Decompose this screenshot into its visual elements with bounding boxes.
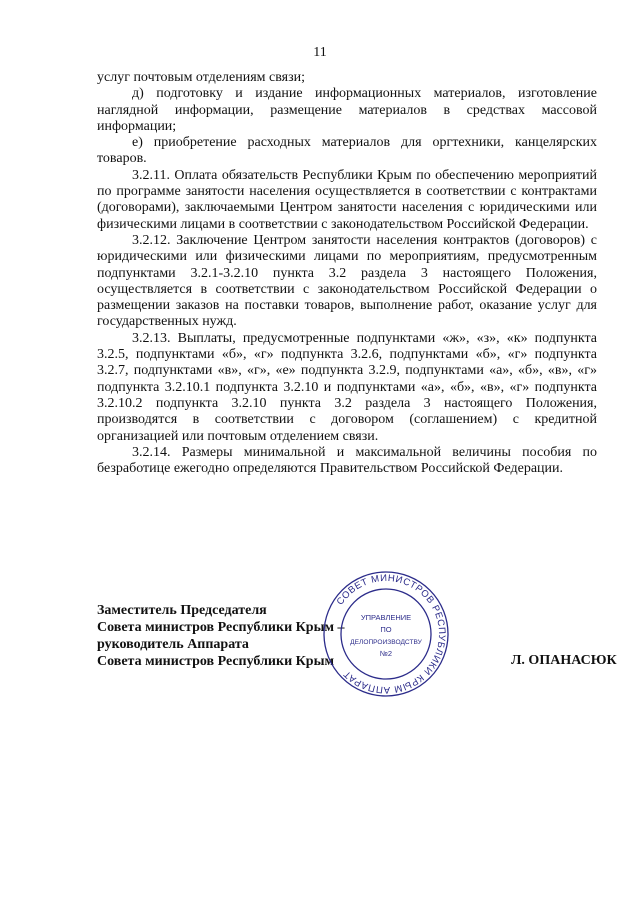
paragraph-item-d: д) подготовку и издание информационных материалов, изготовление наглядной информации, размещение материалов в средствах массовой информации; xyxy=(97,86,597,134)
signature-title-line: руководитель Аппарата xyxy=(97,637,249,652)
seal-inner-line: ПО xyxy=(380,625,392,634)
signature-title-line: Совета министров Республики Крым xyxy=(97,654,335,669)
seal-inner-line: ДЕЛОПРОИЗВОДСТВУ xyxy=(350,639,422,646)
page-number: 11 xyxy=(313,45,327,60)
signer-name: Л. ОПАНАСЮК xyxy=(511,653,617,668)
seal-inner-line: №2 xyxy=(379,649,393,658)
signature-title-line: Заместитель Председателя xyxy=(97,603,267,618)
signature-title-line: Совета министров Республики Крым – xyxy=(97,620,345,635)
paragraph-3-2-12: 3.2.12. Заключение Центром занятости населения контрактов (договоров) с юридическими или физическими лицами по мероприятиям, предусмотренным подпунктами 3.2.1-3.2.10 пункта 3.2 раздела 3 настоящего Положения, осуществляется в соответствии с законодательством Российской Федерации о размещении заказов на поставки товаров, выполнение работ, оказание услуг для государственных нужд. xyxy=(97,232,597,330)
seal-outer-text: СОВЕТ МИНИСТРОВ РЕСПУБЛИКИ КРЫМ АППАРАТ xyxy=(334,572,448,696)
paragraph-3-2-11: 3.2.11. Оплата обязательств Республики Крым по обеспечению мероприятий по программе занятости населения осуществляется в соответствии с контрактами (договорами), заключаемыми Центром занятости населения с юридическими или физическими лицами в соответствии с законодательством Российской Федерации. xyxy=(97,167,597,232)
paragraph-continuation: услуг почтовым отделениям связи; xyxy=(97,70,305,85)
seal-inner-line: УПРАВЛЕНИЕ xyxy=(360,613,412,622)
official-seal xyxy=(322,568,450,700)
document-body xyxy=(97,70,597,477)
paragraph-3-2-14: 3.2.14. Размеры минимальной и максимальной величины пособия по безработице ежегодно определяются Правительством Российской Федерации. xyxy=(97,444,597,477)
paragraph-item-e: е) приобретение расходных материалов для оргтехники, канцелярских товаров. xyxy=(97,135,597,167)
paragraph-3-2-13: 3.2.13. Выплаты, предусмотренные подпунктами «ж», «з», «к» подпункта 3.2.5, подпунктами «б», «г» подпункта 3.2.6, подпунктами «б», «г» подпункта 3.2.7, подпунктами «в», «г», «е» подпункта 3.2.9, подпунктами «а», «б», «в», «г» подпункта 3.2.10.1 подпункта 3.2.10 и подпунктами «а», «б», «в», «г» подпункта 3.2.10.2 подпункта 3.2.10 пункта 3.2 раздела 3 настоящего Положения, производятся в соответствии с договором (соглашением) с кредитной организацией или почтовым отделением связи. xyxy=(97,330,597,444)
